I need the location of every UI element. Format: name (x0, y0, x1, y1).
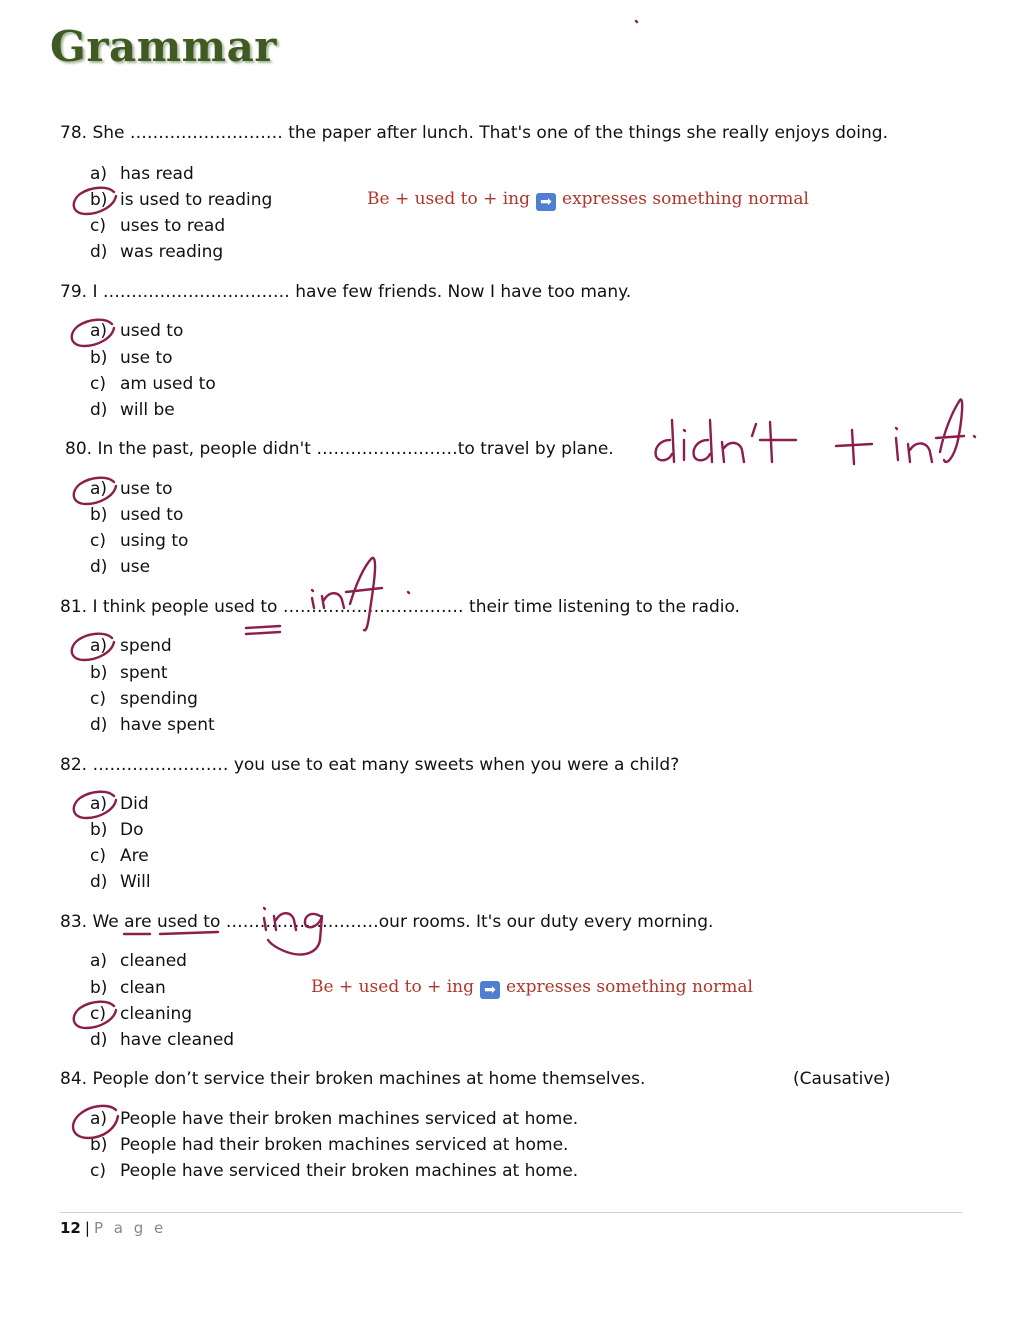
handwriting-inf (246, 558, 409, 634)
option-83b[interactable]: b) clean (90, 978, 166, 998)
page-number: 12 (60, 1219, 81, 1237)
option-78b[interactable]: b) is used to reading (90, 190, 273, 210)
question-80: 80. In the past, people didn't ……………….……to travel by plane. (65, 439, 614, 459)
page-label: P a g e (93, 1219, 167, 1237)
option-82a[interactable]: a) Did (90, 794, 149, 814)
option-81a[interactable]: a) spend (90, 636, 172, 656)
question-84: 84. People don’t service their broken machines at home themselves. (60, 1069, 646, 1089)
right-arrow-icon: ➡ (536, 193, 556, 211)
handwriting-didnt-inf (656, 400, 975, 464)
option-81c[interactable]: c) spending (90, 689, 198, 709)
option-84a[interactable]: a) People have their broken machines serviced at home. (90, 1109, 579, 1129)
question-81: 81. I think people used to ……………………..…… their time listening to the radio. (60, 597, 740, 617)
option-80c[interactable]: c) using to (90, 531, 189, 551)
option-84c[interactable]: c) People have serviced their broken machines at home. (90, 1161, 579, 1181)
option-83c[interactable]: c) cleaning (90, 1004, 193, 1024)
option-83a[interactable]: a) cleaned (90, 951, 187, 971)
option-82b[interactable]: b) Do (90, 820, 144, 840)
right-arrow-icon: ➡ (480, 981, 500, 999)
option-79d[interactable]: d) will be (90, 400, 175, 420)
question-84-tag: (Causative) (793, 1069, 891, 1089)
option-81b[interactable]: b) spent (90, 663, 168, 683)
option-81d[interactable]: d) have spent (90, 715, 215, 735)
option-78a[interactable]: a) has read (90, 164, 194, 184)
page-footer: 12 | P a g e (60, 1219, 167, 1237)
option-80a[interactable]: a) use to (90, 479, 173, 499)
option-80d[interactable]: d) use (90, 557, 151, 577)
grammar-note-1: Be + used to + ing ➡ expresses something normal (367, 189, 809, 210)
question-83: 83. We are used to ………………………our rooms. It's our duty every morning. (60, 912, 714, 932)
option-80b[interactable]: b) used to (90, 505, 184, 525)
option-84b[interactable]: b) People had their broken machines serviced at home. (90, 1135, 569, 1155)
grammar-note-2: Be + used to + ing ➡ expresses something normal (311, 977, 753, 998)
option-82d[interactable]: d) Will (90, 872, 151, 892)
option-79a[interactable]: a) used to (90, 321, 184, 341)
option-79c[interactable]: c) am used to (90, 374, 216, 394)
option-83d[interactable]: d) have cleaned (90, 1030, 235, 1050)
underline-are-used-to (124, 932, 218, 934)
option-79b[interactable]: b) use to (90, 348, 173, 368)
question-79: 79. I …………………………… have few friends. Now I have too many. (60, 282, 632, 302)
option-78c[interactable]: c) uses to read (90, 216, 226, 236)
question-82: 82. …………………… you use to eat many sweets when you were a child? (60, 755, 680, 775)
ink-dot (636, 21, 637, 22)
option-82c[interactable]: c) Are (90, 846, 149, 866)
question-78: 78. She ……………………… the paper after lunch. That's one of the things she really enjoys doing. (60, 123, 889, 143)
footer-divider (60, 1212, 962, 1213)
option-78d[interactable]: d) was reading (90, 242, 224, 262)
page-title: Grammar (50, 22, 277, 71)
